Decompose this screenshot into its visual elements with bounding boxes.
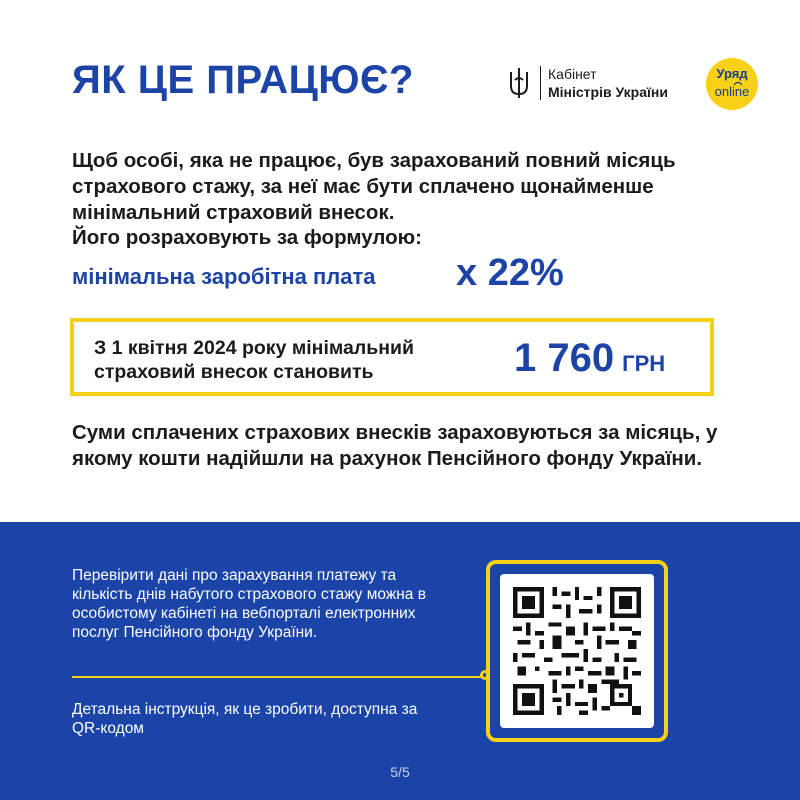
trident-icon	[508, 66, 530, 100]
info-panel	[0, 522, 800, 800]
cabinet-line1: Кабінет	[548, 66, 597, 82]
qr-background	[500, 574, 654, 728]
cabinet-logo	[508, 64, 688, 104]
contribution-text: З 1 квітня 2024 року мінімальний страховий внесок становить	[94, 337, 415, 383]
online-text: online	[714, 84, 750, 99]
uryad-text: Уряд	[716, 66, 748, 81]
formula-intro: Його розраховують за формулою:	[72, 226, 422, 249]
info-text: Перевірити дані про зарахування платежу та кількість днів набутого страхового стажу можна в особистому кабінеті на вебпорталі електронних послуг Пенсійного фонду України.	[72, 567, 426, 641]
page-title: ЯК ЦЕ ПРАЦЮЄ?	[72, 58, 414, 102]
page-indicator: 5/5	[390, 764, 410, 780]
instruction-text: Детальна інструкція, як це зробити, доступна за QR-кодом	[72, 701, 418, 737]
cabinet-line2: Міністрів України	[548, 84, 668, 100]
formula-text: мінімальна заробітна плата	[72, 264, 376, 289]
contribution-box	[70, 318, 714, 396]
uryad-online-logo	[706, 58, 758, 110]
amount-value: 1 760	[514, 336, 615, 380]
contribution-amount	[514, 336, 665, 381]
qr-code-icon[interactable]	[513, 587, 641, 715]
summary-paragraph: Суми сплачених страхових внесків зараховуються за місяць, у якому кошти надійшли на рахунок Пенсійного фонду України.	[72, 421, 718, 470]
amount-currency: ГРН	[622, 351, 666, 376]
connector-line	[72, 676, 484, 678]
qr-frame	[486, 560, 668, 742]
intro-paragraph: Щоб особі, яка не працює, був зарахований повний місяць страхового стажу, за неї має бути сплачено щонайменше мінімальний страховий внесок.	[72, 149, 676, 224]
formula-factor: х 22%	[456, 252, 564, 294]
logo-divider	[540, 66, 541, 100]
